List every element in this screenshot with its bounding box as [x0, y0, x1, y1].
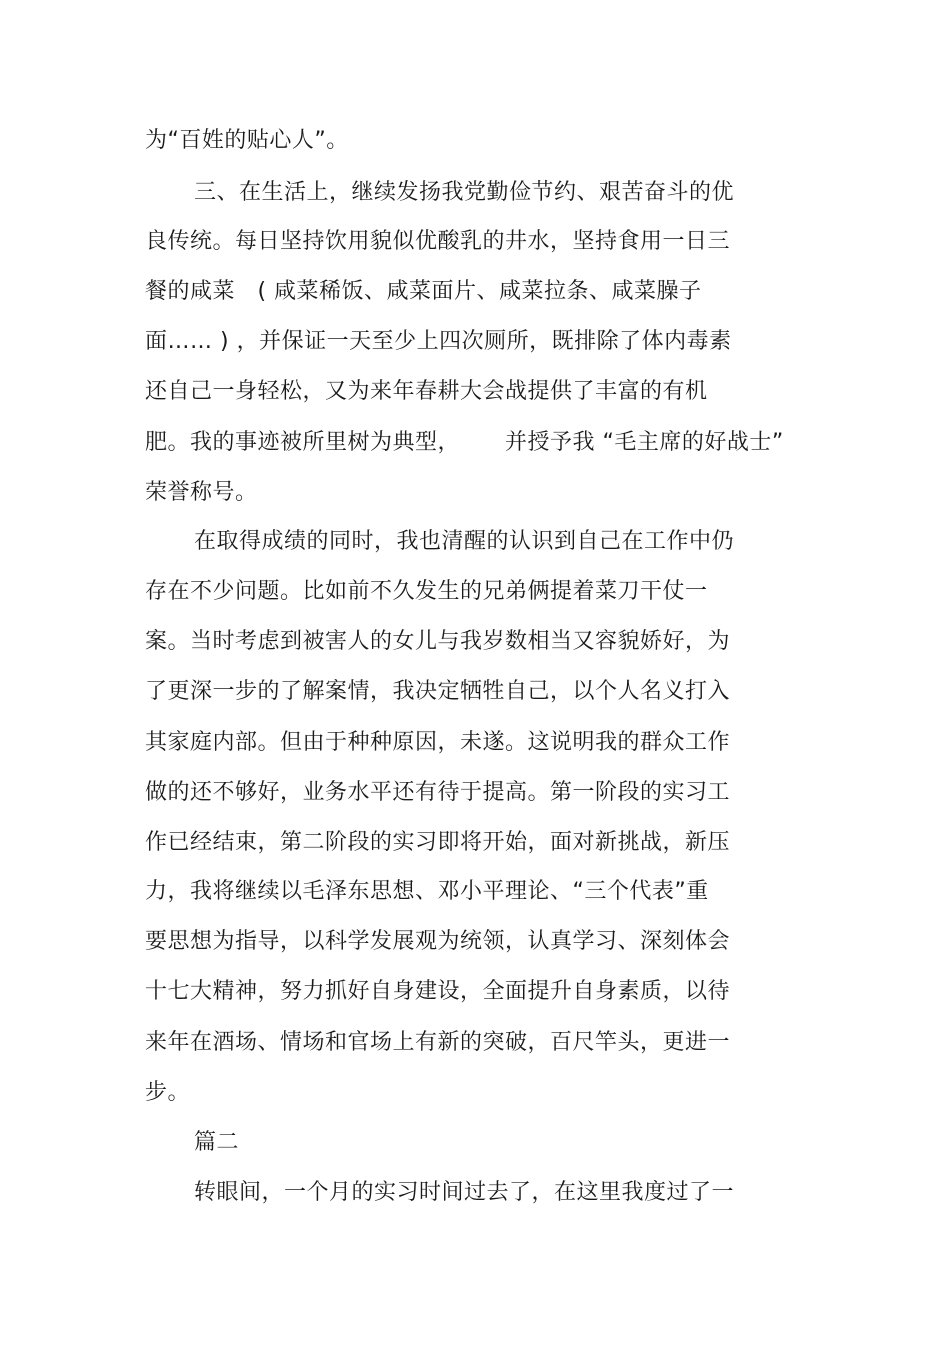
- text-line: 良传统。每日坚持饮用貌似优酸乳的井水，坚持食用一日三: [145, 229, 731, 254]
- text-line: 力，我将继续以毛泽东思想、邓小平理论、“三个代表”重: [145, 879, 709, 904]
- paragraph-start-line: 在取得成绩的同时，我也清醒的认识到自己在工作中仍: [194, 529, 735, 554]
- text-line: 荣誉称号。: [145, 480, 258, 505]
- section-heading: 篇二: [194, 1130, 240, 1155]
- text-line: 要思想为指导，以科学发展观为统领，认真学习、深刻体会: [145, 929, 731, 954]
- text-line: 为“百姓的贴心人”。: [145, 128, 349, 153]
- text-line: 案。当时考虑到被害人的女儿与我岁数相当又容貌娇好，为: [145, 629, 731, 654]
- text-line: 面…… ) ，并保证一天至少上四次厕所，既排除了体内毒素: [145, 329, 732, 354]
- text-line: 作已经结束，第二阶段的实习即将开始，面对新挑战，新压: [145, 830, 731, 855]
- paragraph-start-line: 三、在生活上，继续发扬我党勤俭节约、艰苦奋斗的优: [194, 180, 735, 205]
- text-line: 十七大精神，努力抓好自身建设，全面提升自身素质，以待: [145, 979, 731, 1004]
- paragraph-start-line: 转眼间，一个月的实习时间过去了，在这里我度过了一: [194, 1180, 735, 1205]
- text-line: 来年在酒场、情场和官场上有新的突破，百尺竿头，更进一: [145, 1030, 731, 1055]
- text-line: 肥。我的事迹被所里树为典型， 并授予我 “毛主席的好战士”: [145, 430, 784, 455]
- text-line: 餐的咸菜 ( 咸菜稀饭、咸菜面片、咸菜拉条、咸菜臊子: [145, 279, 702, 304]
- text-line: 了更深一步的了解案情，我决定牺牲自己，以个人名义打入: [145, 679, 731, 704]
- text-line: 做的还不够好，业务水平还有待于提高。第一阶段的实习工: [145, 780, 731, 805]
- text-line: 其家庭内部。但由于种种原因，未遂。这说明我的群众工作: [145, 730, 731, 755]
- text-line: 还自己一身轻松，又为来年春耕大会战提供了丰富的有机: [145, 379, 708, 404]
- text-line: 步。: [145, 1080, 191, 1105]
- text-line: 存在不少问题。比如前不久发生的兄弟俩提着菜刀干仗一: [145, 579, 708, 604]
